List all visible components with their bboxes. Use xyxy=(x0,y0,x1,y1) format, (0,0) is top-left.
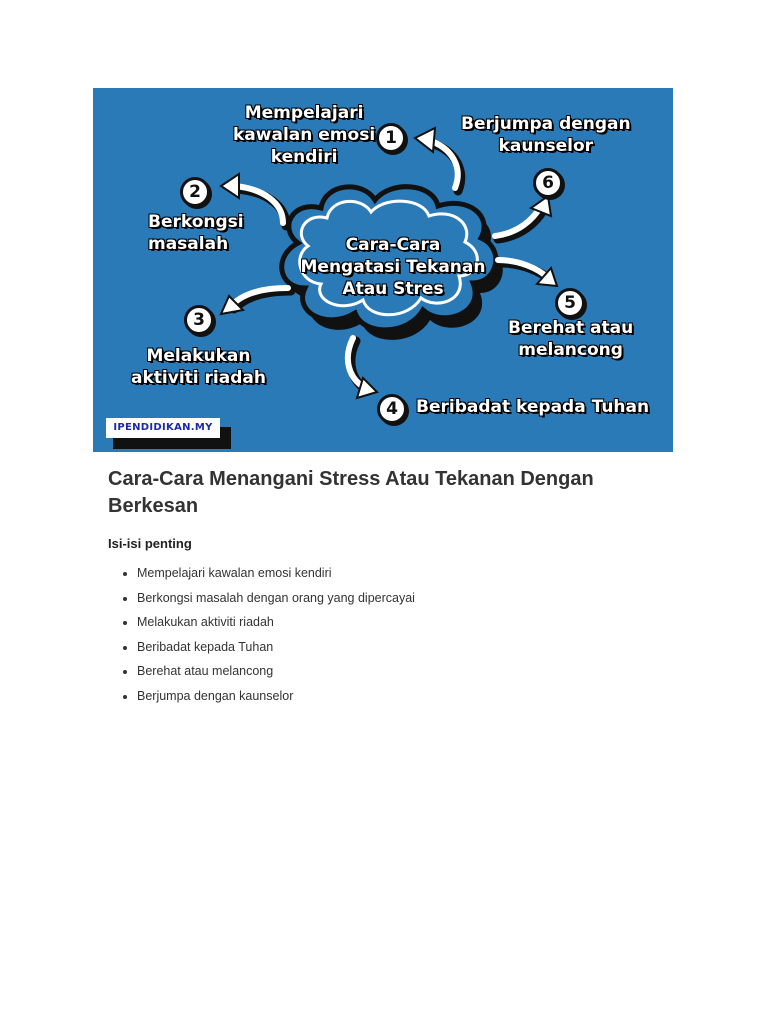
badge-2: 2 xyxy=(180,177,210,207)
article-subtitle: Isi-isi penting xyxy=(108,536,192,551)
item-6-line: Berjumpa dengan xyxy=(461,114,631,134)
badge-1: 1 xyxy=(376,123,406,153)
item-1-line: kendiri xyxy=(270,147,338,167)
item-6-label xyxy=(461,113,631,157)
cloud-title-line: Cara-Cara xyxy=(345,235,441,255)
item-5-line: Berehat atau xyxy=(508,318,634,338)
list-item: • Berjumpa dengan kaunselor xyxy=(137,684,668,709)
item-2-line: masalah xyxy=(148,234,229,254)
badge-4: 4 xyxy=(377,394,407,424)
list-item: • Beribadat kepada Tuhan xyxy=(137,635,668,660)
item-5-line: melancong xyxy=(518,340,623,360)
item-1-label xyxy=(233,102,375,168)
arrow-to-1 xyxy=(415,128,461,191)
infographic-image xyxy=(93,88,673,452)
item-2-line: Berkongsi xyxy=(148,212,244,232)
item-1-line: Mempelajari xyxy=(244,103,364,123)
cloud-title-line: Atau Stres xyxy=(342,279,444,299)
item-3-line: aktiviti riadah xyxy=(131,368,266,388)
list-item: • Melakukan aktiviti riadah xyxy=(137,610,668,635)
item-1-line: kawalan emosi xyxy=(233,125,376,145)
badge-6: 6 xyxy=(533,168,563,198)
item-3-line: Melakukan xyxy=(146,346,251,366)
item-5-label xyxy=(508,317,633,361)
list-item: • Berkongsi masalah dengan orang yang dipercayai xyxy=(137,586,668,611)
points-list xyxy=(108,561,668,709)
item-2-label xyxy=(148,211,244,255)
list-item: • Mempelajari kawalan emosi kendiri xyxy=(137,561,668,586)
item-4-label xyxy=(416,396,649,418)
cloud-title-line: Mengatasi Tekanan xyxy=(300,257,486,277)
item-6-line: kaunselor xyxy=(498,136,594,156)
badge-5: 5 xyxy=(555,288,585,318)
arrow-to-6 xyxy=(495,196,551,239)
brand-logo: IPENDIDIKAN.MY xyxy=(106,418,220,438)
item-3-label xyxy=(131,345,266,389)
item-4-line: Beribadat kepada Tuhan xyxy=(416,397,650,417)
article-content xyxy=(108,466,668,709)
arrow-to-4 xyxy=(348,338,377,398)
list-item: • Berehat atau melancong xyxy=(137,659,668,684)
article-title: Cara-Cara Menangani Stress Atau Tekanan Dengan Berkesan xyxy=(108,468,594,517)
cloud-title xyxy=(273,234,513,300)
badge-3: 3 xyxy=(184,305,214,335)
